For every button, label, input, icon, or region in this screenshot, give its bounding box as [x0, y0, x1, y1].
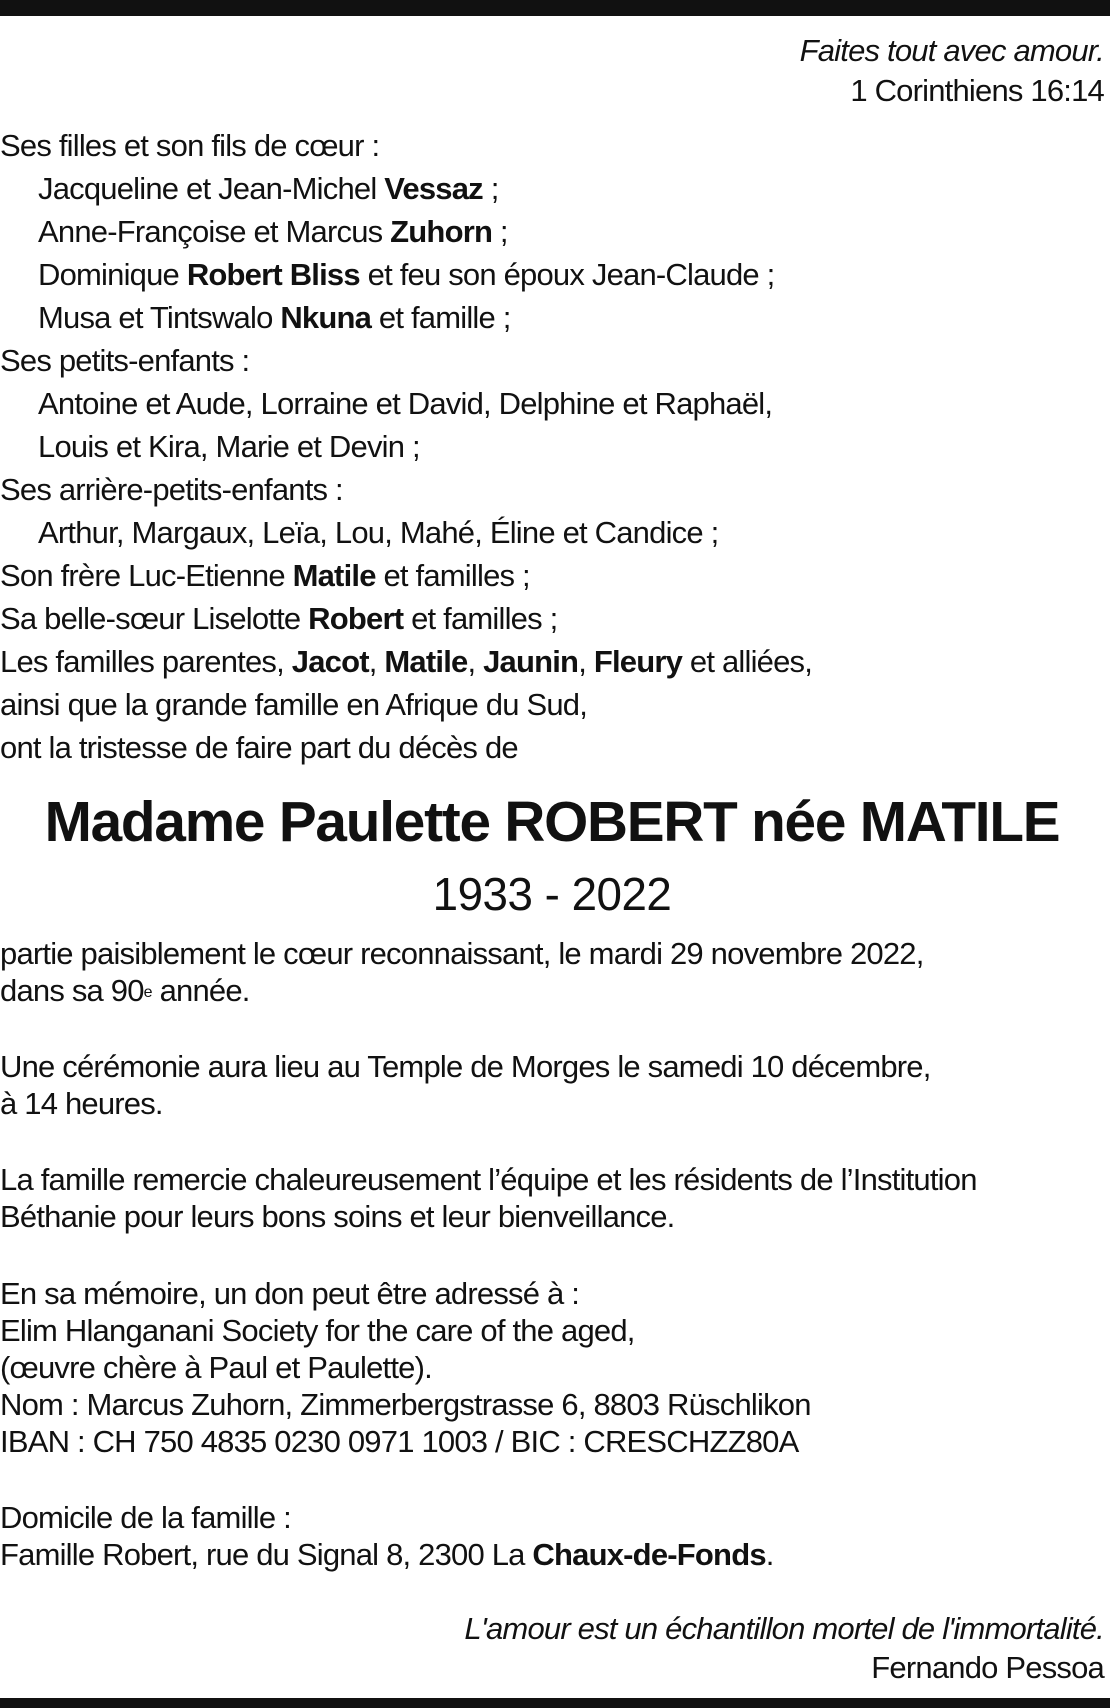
surname: Robert Bliss	[186, 257, 360, 292]
family-member-line: Musa et Tintswalo Nkuna et famille ;	[38, 300, 511, 335]
south-africa-line: ainsi que la grande famille en Afrique du Sud,	[0, 687, 588, 722]
donation-iban-line: IBAN : CH 750 4835 0230 0971 1003 / BIC : CRESCHZZ80A	[0, 1424, 799, 1459]
surname: Fleury	[593, 644, 683, 679]
epigraph-source: 1 Corinthiens 16:14	[850, 73, 1104, 108]
surname: Matile	[384, 644, 468, 679]
great-grandchildren-heading: Ses arrière-petits-enfants :	[0, 472, 343, 507]
domicile-address: Famille Robert, rue du Signal 8, 2300 La Chaux-de-Fonds.	[0, 1537, 774, 1572]
surname: Robert	[308, 601, 404, 636]
brother-line: Son frère Luc-Etienne Matile et familles ;	[0, 558, 530, 593]
daughters-heading: Ses filles et son fils de cœur :	[0, 128, 380, 163]
surname: Zuhorn	[390, 214, 493, 249]
ceremony-line: Une cérémonie aura lieu au Temple de Morges le samedi 10 décembre,	[0, 1049, 931, 1084]
thanks-line: La famille remercie chaleureusement l’équipe et les résidents de l’Institution	[0, 1162, 977, 1197]
top-border	[0, 0, 1110, 16]
closing-author: Fernando Pessoa	[871, 1650, 1104, 1685]
grandchildren-heading: Ses petits-enfants :	[0, 343, 250, 378]
surname: Jacot	[291, 644, 369, 679]
surname: Vessaz	[384, 171, 483, 206]
donation-line: (œuvre chère à Paul et Paulette).	[0, 1350, 432, 1385]
surname: Matile	[292, 558, 376, 593]
donation-address-line: Nom : Marcus Zuhorn, Zimmerbergstrasse 6, 8803 Rüschlikon	[0, 1387, 811, 1422]
deceased-years: 1933 - 2022	[432, 868, 672, 920]
surname: Nkuna	[280, 300, 372, 335]
family-member-line: Anne-Françoise et Marcus Zuhorn ;	[38, 214, 508, 249]
grandchildren-line: Antoine et Aude, Lorraine et David, Delphine et Raphaël,	[38, 386, 773, 421]
sister-in-law-line: Sa belle-sœur Liselotte Robert et familles ;	[0, 601, 558, 636]
passing-line: partie paisiblement le cœur reconnaissant, le mardi 29 novembre 2022,	[0, 936, 924, 971]
domicile-heading: Domicile de la famille :	[0, 1500, 291, 1535]
family-member-line: Dominique Robert Bliss et feu son époux Jean-Claude ;	[38, 257, 775, 292]
grandchildren-line: Louis et Kira, Marie et Devin ;	[38, 429, 420, 464]
closing-quote: L'amour est un échantillon mortel de l'immortalité.	[464, 1611, 1104, 1646]
deceased-name: Madame Paulette ROBERT née MATILE	[44, 790, 1060, 854]
epigraph-quote: Faites tout avec amour.	[799, 33, 1104, 68]
passing-line: dans sa 90e année.	[0, 973, 250, 1008]
surname: Jaunin	[483, 644, 579, 679]
donation-line: Elim Hlanganani Society for the care of the aged,	[0, 1313, 635, 1348]
related-families-line: Les familles parentes, Jacot, Matile, Jaunin, Fleury et alliées,	[0, 644, 813, 679]
bottom-border	[0, 1698, 1110, 1708]
family-member-line: Jacqueline et Jean-Michel Vessaz ;	[38, 171, 499, 206]
donation-line: En sa mémoire, un don peut être adressé à :	[0, 1276, 580, 1311]
thanks-line: Béthanie pour leurs bons soins et leur bienveillance.	[0, 1199, 675, 1234]
ceremony-line: à 14 heures.	[0, 1086, 163, 1121]
city: Chaux-de-Fonds	[532, 1537, 766, 1572]
announce-line: ont la tristesse de faire part du décès de	[0, 730, 518, 765]
great-grandchildren-line: Arthur, Margaux, Leïa, Lou, Mahé, Éline et Candice ;	[38, 515, 719, 550]
